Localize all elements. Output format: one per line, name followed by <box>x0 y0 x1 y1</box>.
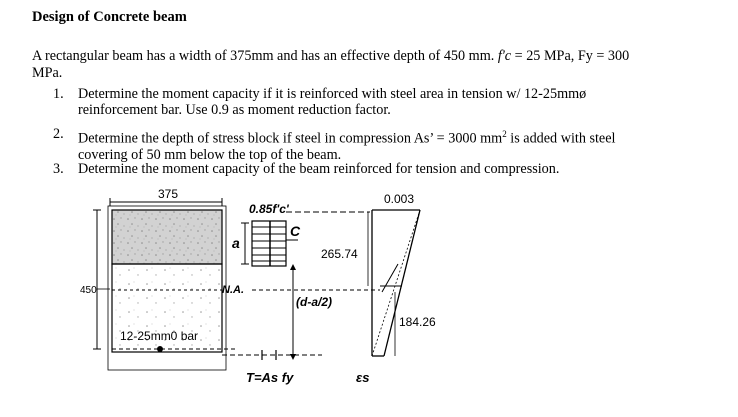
stress-label: 0.85f'c' <box>249 202 289 216</box>
document-title: Design of Concrete beam <box>32 9 187 25</box>
steel-strain-label: εs <box>356 370 370 385</box>
question-1-line1: Determine the moment capacity if it is reinforced with steel area in tension w/ 12-25mmø <box>78 86 587 102</box>
strain-diagram <box>321 192 436 385</box>
a-label: a <box>232 235 240 251</box>
lever-arm-label: (d-a/2) <box>296 295 332 309</box>
bar-label: 12-25mm0 bar <box>120 329 199 343</box>
na-label: N.A. <box>222 284 244 296</box>
question-1-line2: reinforcement bar. Use 0.9 as moment reduction factor. <box>78 102 391 118</box>
statement-part-a: A rectangular beam has a width of 375mm and has an effective depth of 450 mm. <box>32 48 498 64</box>
na-depth-label: 265.74 <box>321 247 358 261</box>
depth-label: 450 <box>80 285 97 296</box>
tension-label: T=As fy <box>246 370 294 385</box>
statement-part-b: = 25 MPa, Fy = 300 <box>511 48 630 64</box>
question-number: 1. <box>53 86 64 102</box>
neutral-axis-marker <box>222 264 380 385</box>
c-label: C <box>290 223 301 239</box>
strain-top-label: 0.003 <box>384 192 415 206</box>
question-3-line1: Determine the moment capacity of the beam reinforced for tension and compression. <box>78 161 560 177</box>
question-2-line1: Determine the depth of stress block if steel in compression As’ = 3000 $mm^2$ is added with steel <box>78 129 616 147</box>
statement-part-c: MPa. <box>32 65 63 81</box>
strain-bottom-label: 184.26 <box>399 315 436 329</box>
question-2-line2: covering of 50 mm below the top of the beam. <box>78 146 342 163</box>
width-label: 375 <box>158 187 179 201</box>
question-number: 3. <box>53 161 64 177</box>
width-dimension <box>110 187 222 206</box>
beam-section <box>108 206 235 370</box>
fc-symbol: f'c <box>497 48 512 64</box>
question-number: 2. <box>53 126 64 142</box>
depth-dimension <box>80 210 110 349</box>
compression-zone <box>112 210 222 264</box>
